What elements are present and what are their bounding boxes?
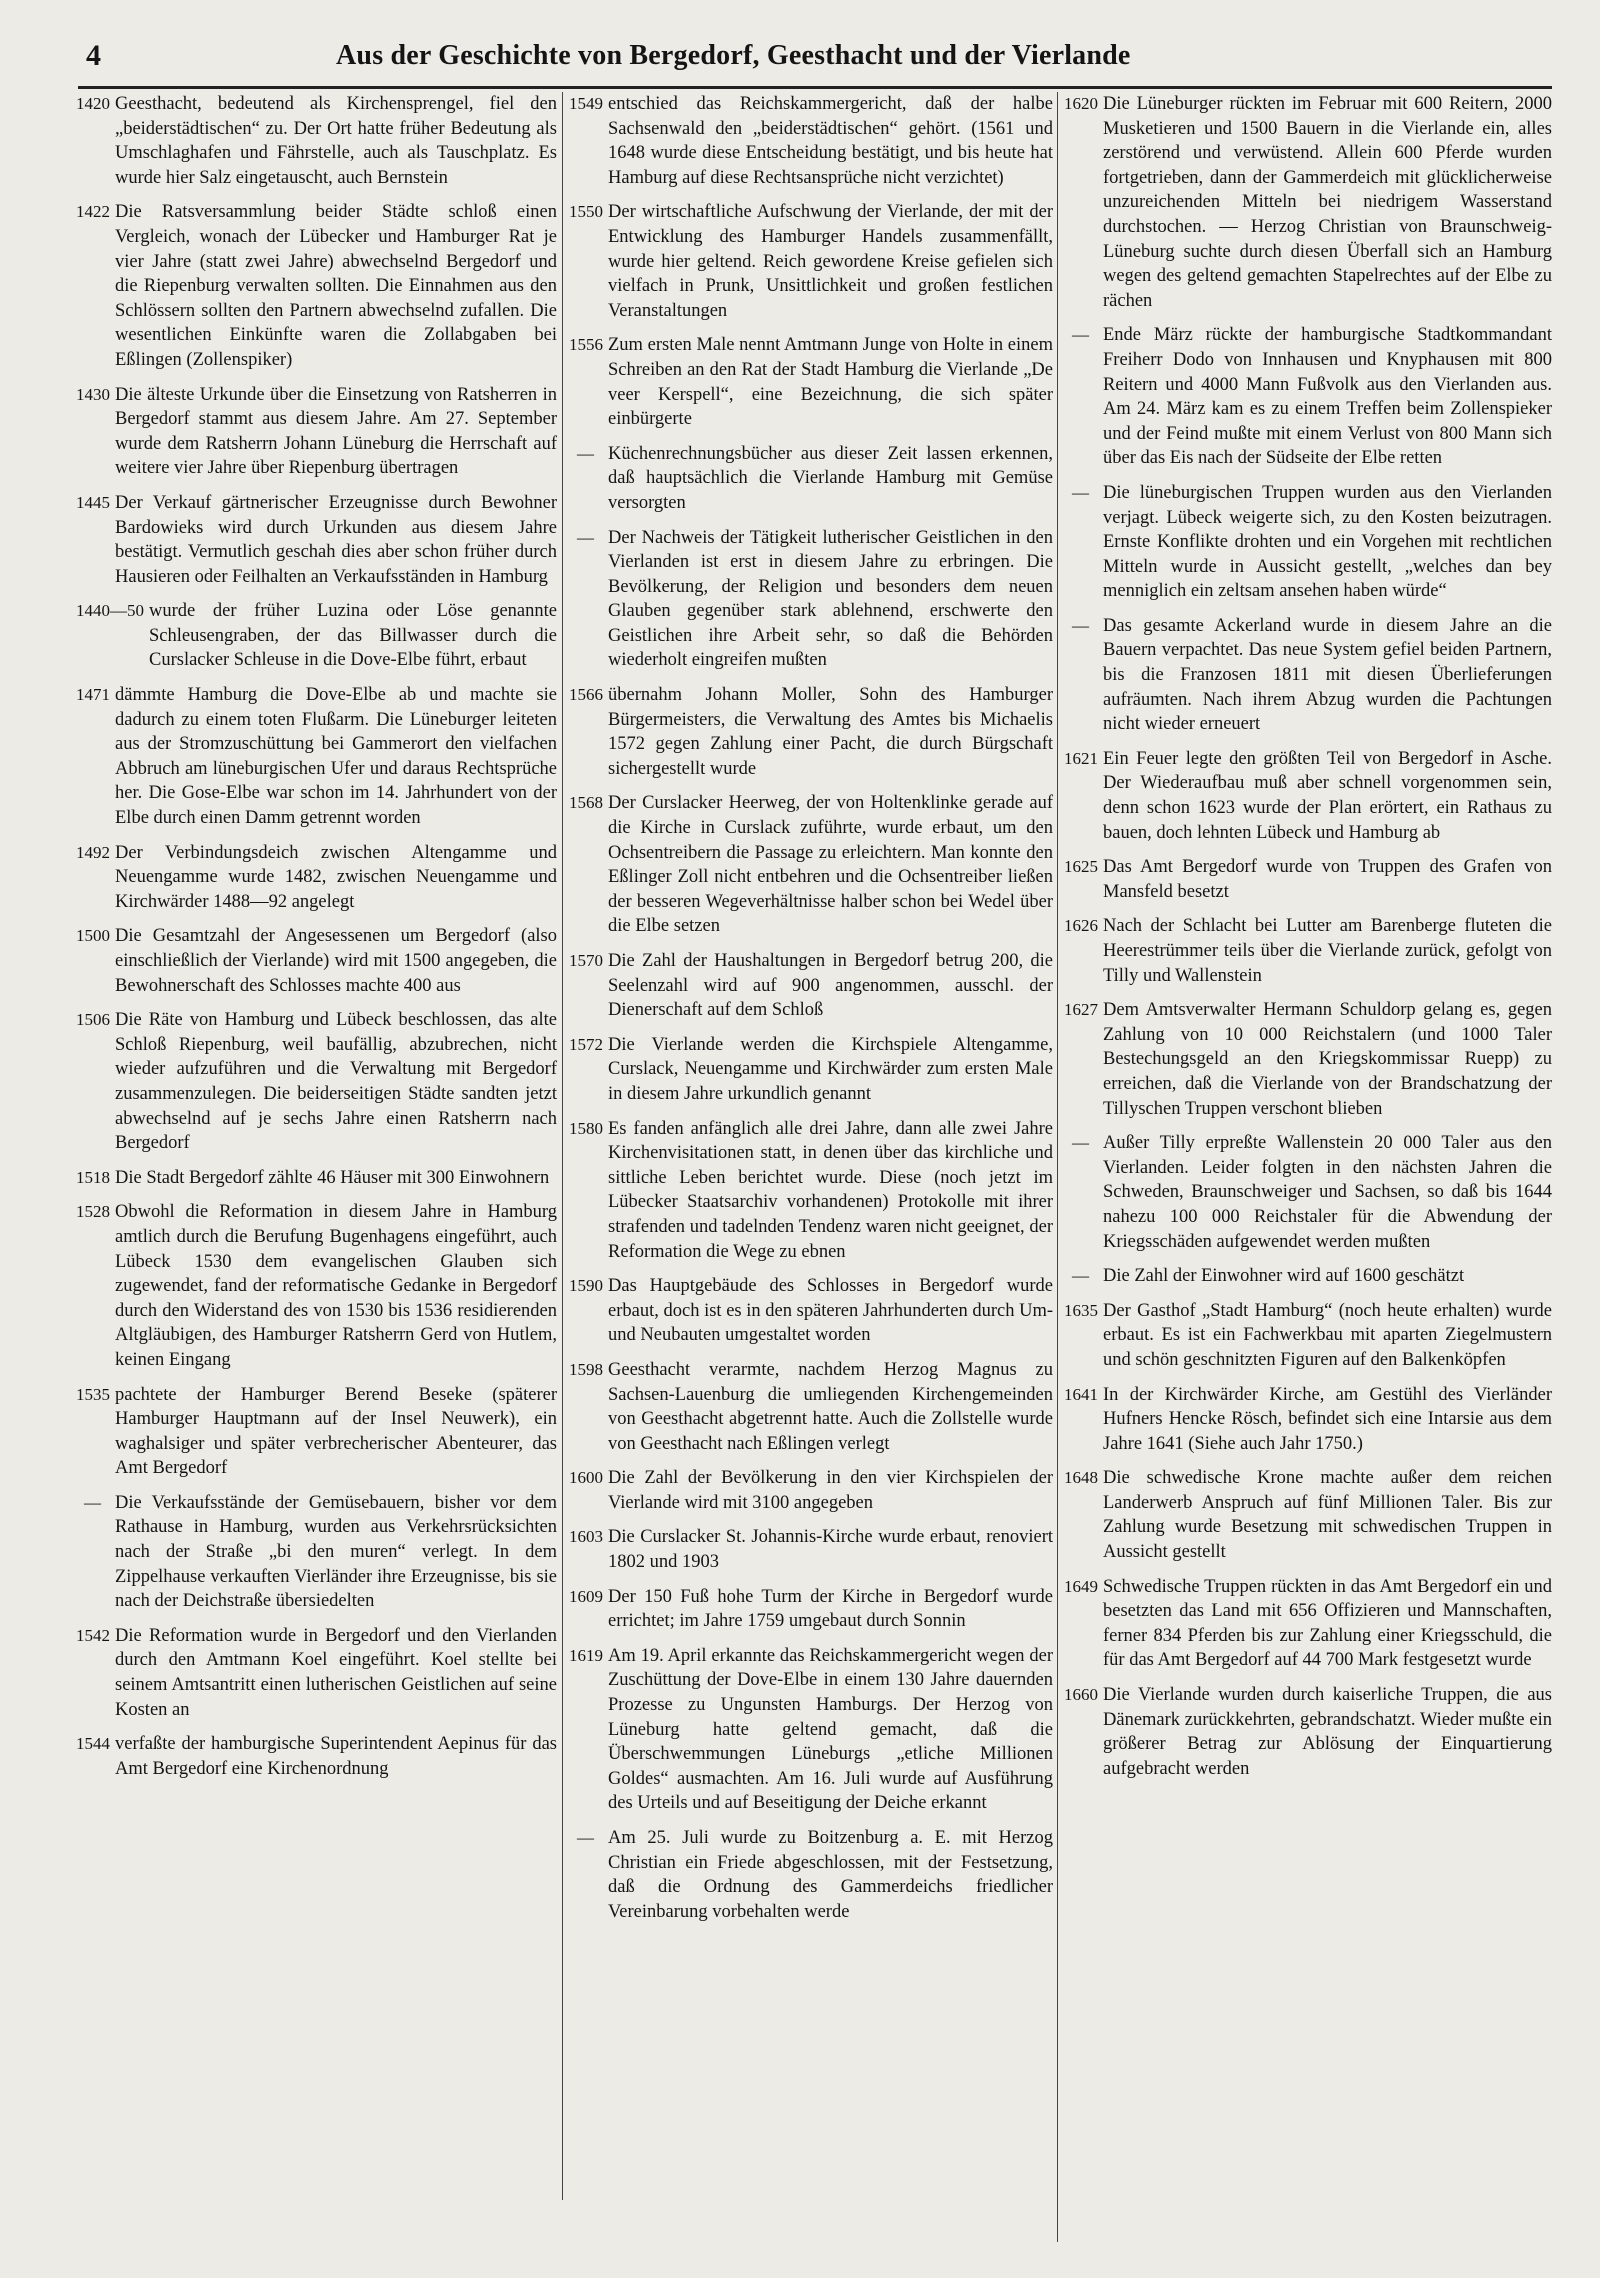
chronicle-entry (569, 1585, 1053, 1634)
entry-year: 1572 (569, 1034, 603, 1054)
entry-text: Die Stadt Bergedorf zählte 46 Häuser mit 300 Einwohnern (115, 1167, 550, 1188)
chronicle-entry (569, 791, 1053, 939)
chronicle-entry (1064, 614, 1552, 737)
chronicle-entry (76, 1624, 557, 1722)
entry-text: Geesthacht verarmte, nachdem Herzog Magnus zu Sachsen-Lauenburg die umliegenden Kirchengemeinden von Geesthacht abgetrennt hatte. Auch die Zollstelle wurde von Geesthacht nach Eßlingen verlegt (608, 1359, 1053, 1454)
entry-text: Das gesamte Ackerland wurde in diesem Jahre an die Bauern verpachtet. Das neue System gefiel beiden Partnern, bis die Franzosen 1811 mit diesen Überlieferungen aufräumten. Nach ihrem Abzug wurden die Pachtungen nicht wieder erneuert (1103, 615, 1552, 735)
entry-text: Zum ersten Male nennt Amtmann Junge von Holte in einem Schreiben an den Rat der Stadt Hamburg die Vierlande „De veer Kerspell“, eine Bezeichnung, die sich später einbürgerte (608, 335, 1053, 430)
entry-year: 1500 (76, 926, 110, 946)
chronicle-entry (76, 383, 557, 481)
entry-text: Nach der Schlacht bei Lutter am Barenberge fluteten die Heerestrümmer teils über die Vierlande zurück, gefolgt von Tilly und Wallenstein (1103, 916, 1552, 986)
chronicle-entry (569, 1525, 1053, 1574)
entry-text: In der Kirchwärder Kirche, am Gestühl des Vierländer Hufners Hencke Rösch, befindet sich eine Intarsie aus dem Jahre 1641 (Siehe auch Jahr 1750.) (1103, 1384, 1552, 1454)
entry-text: Die Ratsversammlung beider Städte schloß einen Vergleich, wonach der Lübecker und Hamburger Rat je vier Jahre (statt zwei Jahre) abwechselnd Bergedorf und die Riepenburg verwalten sollten. Die Einnahmen aus den Schlössern sollten den Partnern abwechselnd zufallen. Die wesentlichen Einkünfte waren die Zollabgaben bei Eßlingen (Zollenspiker) (115, 202, 557, 370)
chronicle-entry (569, 683, 1053, 781)
entry-text: Der Curslacker Heerweg, der von Holtenklinke gerade auf die Kirche in Curslack zuführte, wurde erbaut, um den Ochsentreibern die Passage zu erleichtern. Man konnte den Eßlinger Zoll nicht entbehren und die Ochsentreiber ließen der besseren Wegeverhältnisse halber schon bei Wedel über die Elbe setzen (608, 793, 1053, 937)
entry-text: Die Gesamtzahl der Angesessenen um Bergedorf (also einschließlich der Vierlande) wird mit 1500 angegeben, die Bewohnerschaft des Schlosses machte 400 aus (115, 926, 557, 996)
chronicle-entry (76, 599, 557, 673)
entry-year: 1420 (76, 94, 110, 113)
entry-text: Der 150 Fuß hohe Turm der Kirche in Bergedorf wurde errichtet; im Jahre 1759 umgebaut durch Sonnin (608, 1586, 1053, 1632)
entry-text: Das Hauptgebäude des Schlosses in Bergedorf wurde erbaut, doch ist es in den späteren Jahrhunderten durch Um- und Neubauten umgestaltet worden (608, 1276, 1053, 1346)
entry-year: 1648 (1064, 1468, 1098, 1488)
chronicle-entry (1064, 998, 1552, 1121)
entry-text: Obwohl die Reformation in diesem Jahre in Hamburg amtlich durch die Berufung Bugenhagens eingeführt, auch Lübeck 1530 dem evangelischen Glauben sich zugewendet, fand der reformatische Gedanke in Bergedorf durch den Widerstand des von 1530 bis 1536 residierenden Altgläubigen, des Hamburger Ratsherrn Gerd von Hutlem, keinen Eingang (115, 1202, 557, 1370)
entry-text: Außer Tilly erpreßte Wallenstein 20 000 Taler aus den Vierlanden. Leider folgten in den nächsten Jahren die Schweden, Braunschweiger und Sachsen, so daß bis 1644 nahezu 100 000 Reichstaler für die Abwendung der Kriegsschäden aufgewendet werden mußten (1103, 1133, 1552, 1252)
header-rule (78, 86, 1552, 89)
entry-text: Die Verkaufsstände der Gemüsebauern, bisher vor dem Rathause in Hamburg, wurden aus Verkehrsrücksichten nach der Straße „bi den muren“ verlegt. In dem Zippelhause verkauften Vierländer ihre Erzeugnisse, bis sie nach der Deichstraße übersiedelten (115, 1492, 557, 1612)
entry-year: 1609 (569, 1586, 603, 1606)
chronicle-entry (569, 1117, 1053, 1265)
column-right (1064, 92, 1552, 1791)
entry-text: Die Vierlande wurden durch kaiserliche Truppen, die aus Dänemark zurückkehrten, gebrandschatzt. Wieder mußte ein größerer Betrag zur Ablösung der Einquartierung aufgebracht werden (1103, 1685, 1552, 1779)
chronicle-entry (569, 949, 1053, 1023)
entry-year: 1506 (76, 1010, 110, 1030)
entry-text: Geesthacht, bedeutend als Kirchensprengel, fiel den „beiderstädtischen“ zu. Der Ort hatte früher Bedeutung als Umschlaghafen und Fährstelle, auch als Tauschplatz. Es wurde hier Salz eingetauscht, auch Bernstein (115, 94, 557, 188)
entry-year: — (577, 1828, 594, 1847)
chronicle-entry (569, 1466, 1053, 1515)
entry-text: Die Zahl der Haushaltungen in Bergedorf betrug 200, die Seelenzahl wird auf 900 angenommen, ausschl. der Dienerschaft auf dem Schloß (608, 951, 1053, 1021)
column-divider (1057, 92, 1058, 2242)
chronicle-entry (76, 841, 557, 915)
entry-year: 1598 (569, 1359, 603, 1379)
entry-year: 1544 (76, 1734, 110, 1754)
entry-text: Die Zahl der Bevölkerung in den vier Kirchspielen der Vierlande wird mit 3100 angegeben (608, 1468, 1053, 1513)
entry-year: 1422 (76, 202, 110, 222)
entry-text: Ein Feuer legte den größten Teil von Bergedorf in Asche. Der Wiederaufbau muß aber schnell vorgenommen sein, denn schon 1623 wurde der Plan erörtert, ein Rathaus zu bauen, doch lehnten Lübeck und Hamburg ab (1103, 748, 1552, 843)
entry-year: — (1072, 1133, 1089, 1153)
entry-text: Am 25. Juli wurde zu Boitzenburg a. E. mit Herzog Christian ein Friede abgeschlossen, mit der Festsetzung, daß die Ordnung des Gammerdeichs friedlicher Vereinbarung vorbehalten werde (608, 1828, 1053, 1922)
entry-text: Küchenrechnungsbücher aus dieser Zeit lassen erkennen, daß hauptsächlich die Vierlande Hamburg mit Gemüse versorgten (608, 443, 1053, 513)
chronicle-entry (76, 1200, 557, 1372)
chronicle-entry (76, 1383, 557, 1481)
chronicle-entry (569, 442, 1053, 516)
chronicle-entry (1064, 1264, 1552, 1289)
entry-year: 1549 (569, 94, 603, 113)
entry-year: 1625 (1064, 857, 1098, 877)
entry-year: 1580 (569, 1118, 603, 1138)
page-title: Aus der Geschichte von Bergedorf, Geesthacht und der Vierlande (336, 40, 1131, 71)
chronicle-entry (76, 1732, 557, 1781)
column-divider (562, 92, 563, 2200)
entry-year: 1590 (569, 1276, 603, 1296)
entry-year: 1621 (1064, 748, 1098, 768)
entry-text: verfaßte der hamburgische Superintendent Aepinus für das Amt Bergedorf eine Kirchenordnung (115, 1734, 557, 1779)
entry-year: — (1072, 615, 1089, 635)
entry-year: 1600 (569, 1468, 603, 1488)
entry-year: 1626 (1064, 916, 1098, 936)
chronicle-entry (569, 333, 1053, 431)
entry-text: übernahm Johann Moller, Sohn des Hamburger Bürgermeisters, die Verwaltung des Amtes bis Michaelis 1572 gegen Zahlung einer Pacht, die durch Bürgschaft sichergestellt wurde (608, 685, 1053, 779)
page-header (86, 38, 1266, 74)
chronicle-entry (569, 200, 1053, 323)
chronicle-entry (569, 1358, 1053, 1456)
entry-year: 1641 (1064, 1384, 1098, 1404)
entry-text: Der Gasthof „Stadt Hamburg“ (noch heute erhalten) wurde erbaut. Es ist ein Fachwerkbau mit aparten Ziegelmustern und schön geschnitzten Figuren auf den Balkenköpfen (1103, 1300, 1552, 1370)
entry-text: Die Reformation wurde in Bergedorf und den Vierlanden durch den Amtmann Koel eingeführt. Koel stellte bei seinem Amtsantritt einen lutherischen Geistlichen auf seine Kosten an (115, 1625, 557, 1720)
entry-year: — (1072, 1266, 1089, 1286)
entry-text: Der Verbindungsdeich zwischen Altengamme und Neuengamme wurde 1482, zwischen Neuengamme und Kirchwärder 1488—92 angelegt (115, 842, 557, 912)
column-left (76, 92, 557, 1791)
entry-year: 1430 (76, 384, 110, 404)
entry-text: wurde der früher Luzina oder Löse genannte Schleusengraben, der das Billwasser durch die Curslacker Schleuse in die Dove-Elbe führt, erbaut (149, 601, 557, 671)
entry-year: 1566 (569, 685, 603, 705)
entry-year: — (577, 443, 594, 463)
entry-year: 1492 (76, 842, 110, 862)
chronicle-entry (1064, 1466, 1552, 1564)
entry-text: Der wirtschaftliche Aufschwung der Vierlande, der mit der Entwicklung des Hamburger Handels zusammenfällt, wurde hier geltend. Reich gewordene Kreise gefielen sich vielfach in Prunk, Unsittlichkeit und großen festlichen Veranstaltungen (608, 202, 1053, 321)
chronicle-entry (1064, 1683, 1552, 1781)
chronicle-entry (76, 92, 557, 190)
entry-text: Der Nachweis der Tätigkeit lutherischer Geistlichen in den Vierlanden ist erst in diesem Jahre zu erbringen. Die Bevölkerung, der Religion und besonders dem neuen Glauben gegenüber stark ablehnend, erschwerte den Geistlichen ihre Arbeit sehr, so daß die Behörden wiederholt eingreifen mußten (608, 527, 1053, 671)
chronicle-entry (1064, 1131, 1552, 1254)
entry-text: Die Vierlande werden die Kirchspiele Altengamme, Curslack, Neuengamme und Kirchwärder zum ersten Male in diesem Jahre urkundlich genannt (608, 1034, 1053, 1104)
chronicle-entry (1064, 92, 1552, 313)
entry-year: 1649 (1064, 1576, 1098, 1596)
chronicle-entry (569, 92, 1053, 190)
chronicle-entry (1064, 1383, 1552, 1457)
entry-text: Die Räte von Hamburg und Lübeck beschlossen, das alte Schloß Riepenburg, weil baufällig, abzubrechen, nicht wieder aufzuführen und die Verwaltung mit Bergedorf zusammenzulegen. Die beiderseitigen Städte sandten jetzt abwechselnd auf je sechs Jahre einen Ratsherrn nach Bergedorf (115, 1010, 557, 1154)
entry-year: 1603 (569, 1527, 603, 1547)
chronicle-entry (76, 491, 557, 589)
chronicle-entry (76, 1008, 557, 1156)
entry-text: entschied das Reichskammergericht, daß der halbe Sachsenwald den „beiderstädtischen“ gehört. (1561 und 1648 wurde diese Entscheidung bestätigt, und bis heute hat Hamburg auf diese Rechtsansprüche nicht verzichtet) (608, 94, 1053, 188)
entry-year: — (1072, 482, 1089, 502)
entry-text: Die Zahl der Einwohner wird auf 1600 geschätzt (1103, 1266, 1465, 1287)
chronicle-entry (569, 1274, 1053, 1348)
chronicle-entry (76, 1491, 557, 1614)
entry-year: 1542 (76, 1625, 110, 1645)
entry-year: — (84, 1492, 101, 1512)
chronicle-entry (1064, 914, 1552, 988)
entry-year: 1627 (1064, 1000, 1098, 1020)
column-middle (569, 92, 1053, 1934)
entry-year: 1535 (76, 1384, 110, 1404)
entry-text: Die schwedische Krone machte außer dem reichen Landerwerb Anspruch auf fünf Millionen Taler. Bis zur Zahlung wurde Besetzung mit schwedischen Truppen in Aussicht gestellt (1103, 1468, 1552, 1563)
entry-text: Ende März rückte der hamburgische Stadtkommandant Freiherr Dodo von Innhausen und Knyphausen mit 800 Reitern und 4000 Mann Fußvolk aus den Vierlanden aus. Am 24. März kam es zu einem Treffen beim Zollenspieker und der Feind mußte mit einem Verlust von 800 Mann sich über das Eis nach der Südseite der Elbe retten (1103, 325, 1552, 469)
entry-year: 1660 (1064, 1685, 1098, 1705)
entry-year: 1570 (569, 951, 603, 970)
entry-text: Die älteste Urkunde über die Einsetzung von Ratsherren in Bergedorf stammt aus diesem Jahre. Am 27. September wurde dem Ratsherrn Johann Lüneburg die Herrschaft auf weitere vier Jahre über Riepenburg übertragen (115, 384, 557, 479)
entry-text: Das Amt Bergedorf wurde von Truppen des Grafen von Mansfeld besetzt (1103, 857, 1552, 902)
entry-text: Die Lüneburger rückten im Februar mit 600 Reitern, 2000 Musketieren und 1500 Bauern in die Vierlande ein, alles zerstörend und verwüstend. Allein 600 Pferde wurden fortgetrieben, dann der Gammerdeich mit glücklicherweise unzureichenden Mitteln bei niedrigem Wasserstand durchstochen. — Herzog Christian von Braunschweig-Lüneburg suchte durch diesen Überfall sich an Hamburg wegen des geltend gemachten Stapelrechtes auf der Elbe zu rächen (1103, 94, 1552, 311)
chronicle-entry (1064, 1299, 1552, 1373)
chronicle-entry (76, 1166, 557, 1191)
entry-year: 1528 (76, 1202, 110, 1222)
chronicle-entry (76, 200, 557, 372)
entry-year: 1440—50 (76, 601, 144, 621)
entry-text: dämmte Hamburg die Dove-Elbe ab und machte sie dadurch zu einem toten Flußarm. Die Lüneburger leiteten aus der Stromzuschüttung bei Gammerort den vielfachen Abbruch am lüneburgischen Ufer und daraus Rechtsprüche her. Die Gose-Elbe war schon im 14. Jahrhundert von der Elbe durch einen Damm getrennt worden (115, 685, 557, 829)
entry-text: Schwedische Truppen rückten in das Amt Bergedorf ein und besetzten das Land mit 656 Offizieren und Mannschaften, ferner 834 Pferden bis zur Zahlung einer Kriegsschuld, die für das Amt Bergedorf auf 44 700 Mark festgesetzt wurde (1103, 1576, 1552, 1671)
entry-text: pachtete der Hamburger Berend Beseke (späterer Hamburger Hauptmann auf der Insel Neuwerk), ein waghalsiger und später verbrecherischer Abenteurer, das Amt Bergedorf (115, 1384, 557, 1479)
entry-year: 1619 (569, 1645, 603, 1665)
entry-year: 1445 (76, 492, 110, 512)
entry-year: — (1072, 325, 1089, 345)
chronicle-entry (1064, 855, 1552, 904)
entry-text: Es fanden anfänglich alle drei Jahre, dann alle zwei Jahre Kirchenvisitationen statt, in denen über das kirchliche und sittliche Leben berichtet wurde. Diese (noch jetzt im Lübecker Staatsarchiv vorhandenen) Protokolle mit ihrer strafenden und tadelnden Tendenz waren nicht geeignet, der Reformation die Wege zu ebnen (608, 1118, 1053, 1262)
chronicle-entry (1064, 323, 1552, 471)
entry-year: 1568 (569, 793, 603, 813)
chronicle-entry (569, 526, 1053, 674)
chronicle-entry (1064, 1575, 1552, 1673)
chronicle-entry (569, 1826, 1053, 1924)
chronicle-entry (76, 924, 557, 998)
chronicle-entry (1064, 747, 1552, 845)
chronicle-entry (1064, 481, 1552, 604)
entry-text: Die lüneburgischen Truppen wurden aus den Vierlanden verjagt. Lübeck weigerte sich, zu den Kosten beizutragen. Ernste Konflikte drohten und ein Vorgehen mit rechtlichen Mitteln wurde in Aussicht gestellt, „welches dan bey menniglich ein zeltsam ansehen haben würde“ (1103, 482, 1552, 602)
entry-year: 1471 (76, 685, 110, 705)
entry-text: Am 19. April erkannte das Reichskammergericht wegen der Zuschüttung der Dove-Elbe in einem 130 Jahre dauernden Prozesse zu Ungunsten Hamburgs. Der Herzog von Lüneburg hatte geltend gemacht, daß die Überschwemmungen Lüneburgs „etliche Millionen Goldes“ ausmachten. Am 16. Juli wurde auf Ausführung des Urteils und auf Beseitigung der Deiche erkannt (608, 1645, 1053, 1814)
chronicle-entry (76, 683, 557, 831)
entry-year: 1518 (76, 1167, 110, 1187)
chronicle-entry (569, 1644, 1053, 1816)
entry-text: Dem Amtsverwalter Hermann Schuldorp gelang es, gegen Zahlung von 10 000 Reichstalern (und 1000 Taler Bestechungsgeld an den Kriegskommissar Ruepp) zu erreichen, daß die Vierlande von der Brandschatzung der Tillyschen Truppen verschont blieben (1103, 1000, 1552, 1119)
chronicle-entry (569, 1033, 1053, 1107)
entry-text: Der Verkauf gärtnerischer Erzeugnisse durch Bewohner Bardowieks wird durch Urkunden aus diesem Jahre bestätigt. Vermutlich geschah dies aber schon früher durch Hausieren oder Feilhalten an Verkaufsständen in Hamburg (115, 492, 557, 587)
entry-year: — (577, 527, 594, 547)
page-number: 4 (86, 39, 101, 72)
entry-year: 1635 (1064, 1300, 1098, 1320)
entry-text: Die Curslacker St. Johannis-Kirche wurde erbaut, renoviert 1802 und 1903 (608, 1527, 1053, 1573)
entry-year: 1556 (569, 335, 603, 355)
entry-year: 1620 (1064, 94, 1098, 113)
entry-year: 1550 (569, 202, 603, 222)
